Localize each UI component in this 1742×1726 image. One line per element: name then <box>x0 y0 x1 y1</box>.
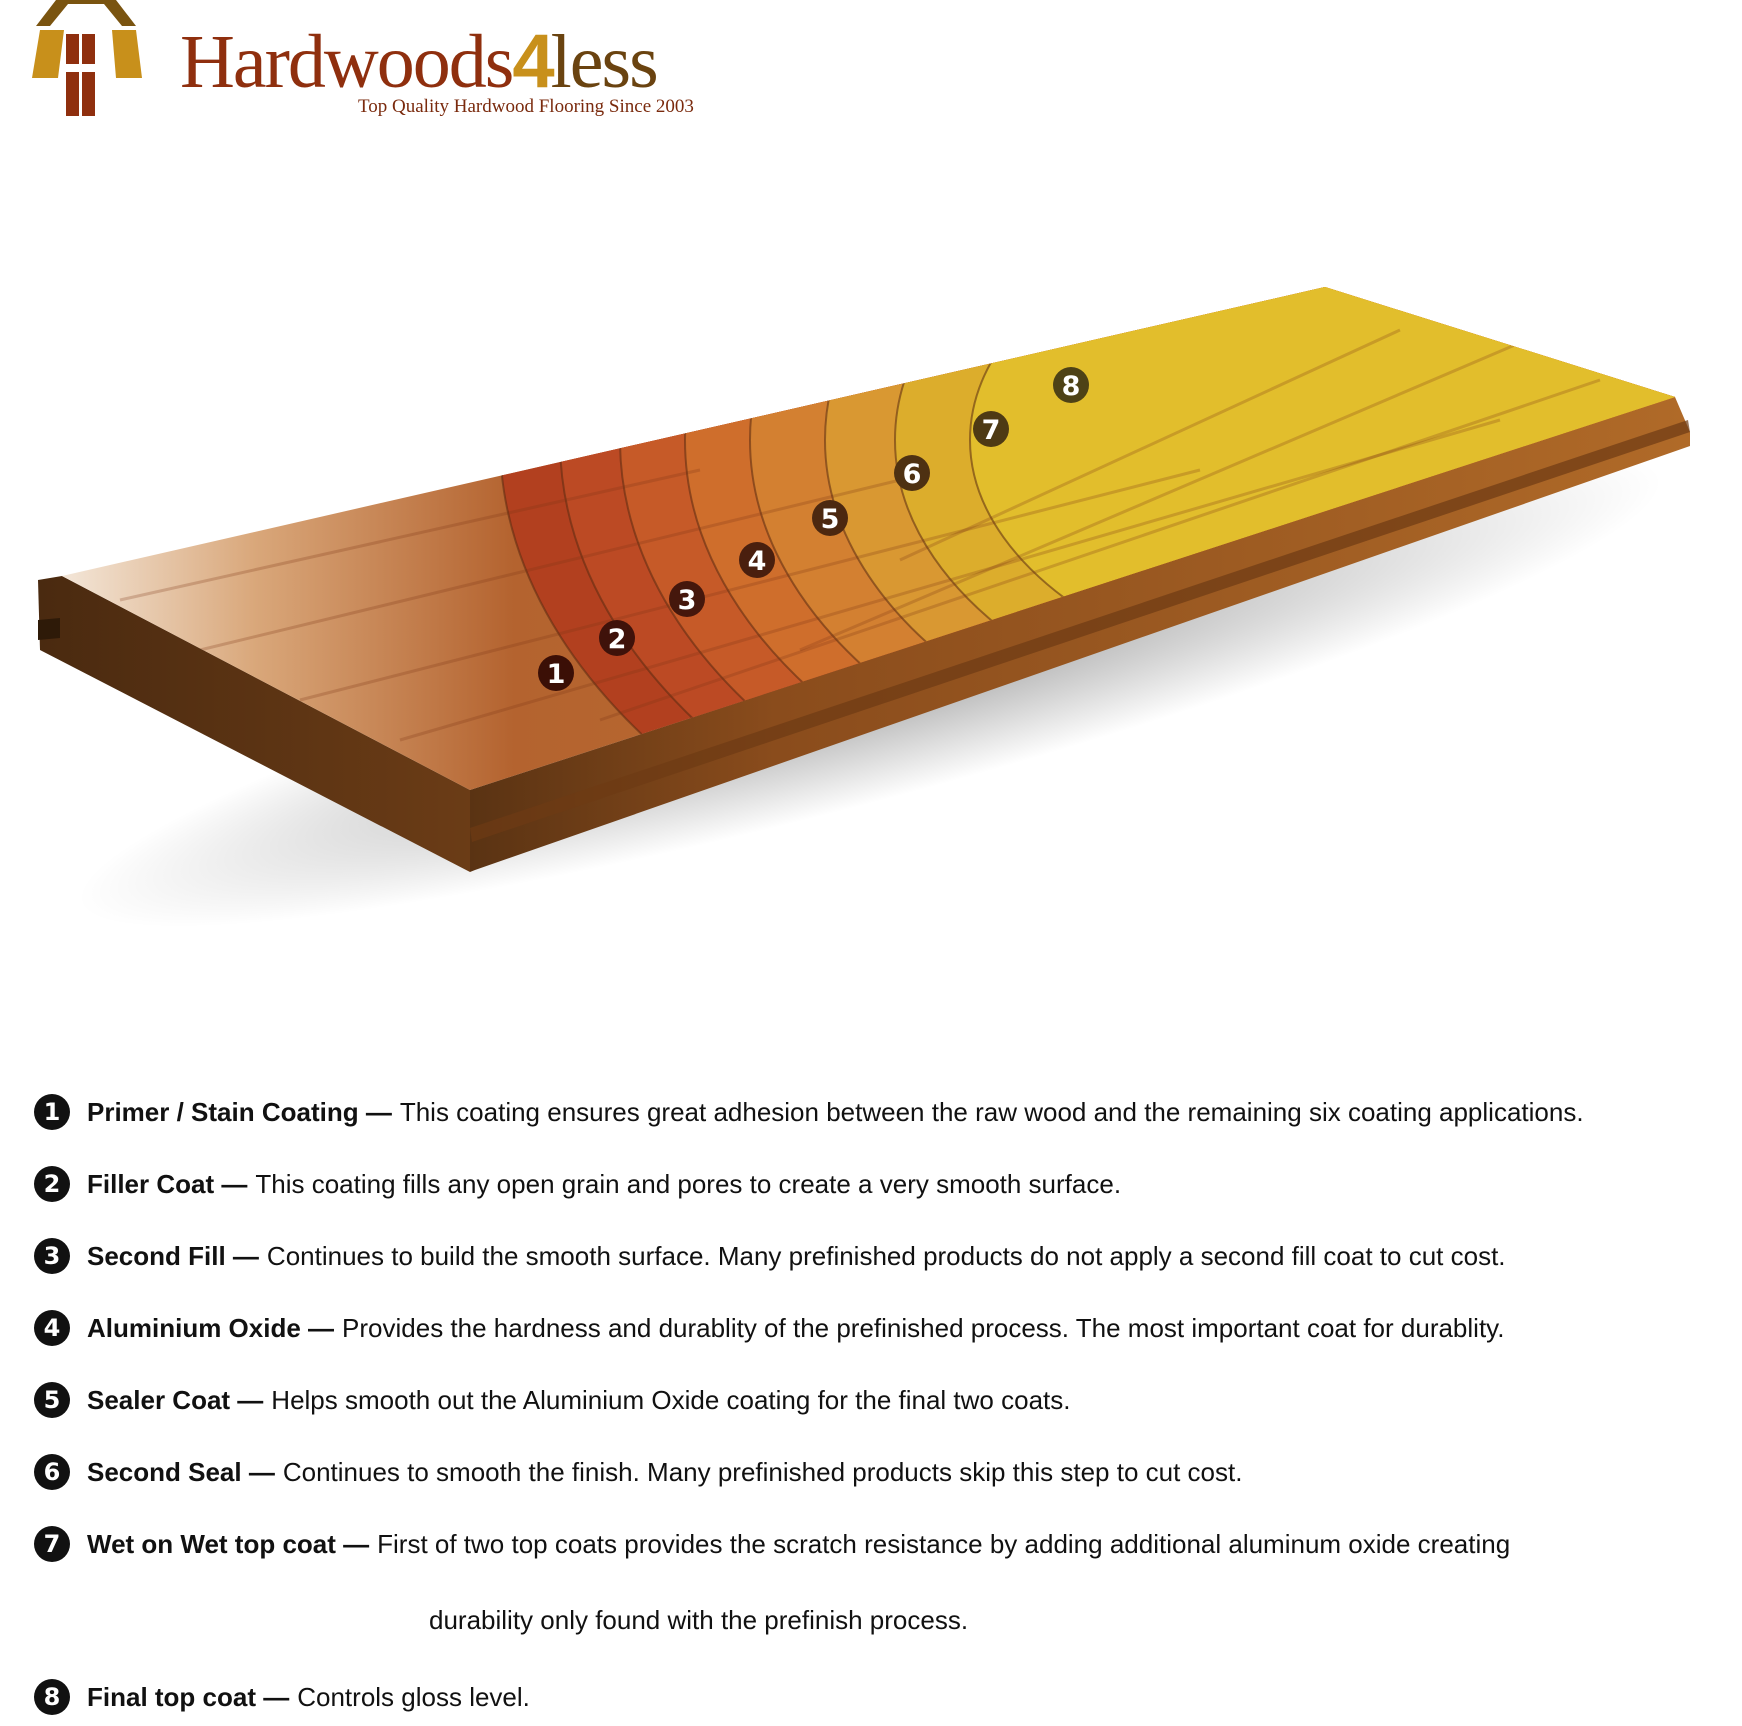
coat-name: Wet on Wet top coat — <box>87 1528 370 1559</box>
coat-name: Second Fill — <box>87 1240 259 1271</box>
coat-description: Provides the hardness and durablity of the prefinished process. The most important coat for durablity. <box>342 1312 1505 1343</box>
legend-item-7-continued: durability only found with the prefinish process. <box>429 1605 969 1635</box>
marker-8-label: 8 <box>1061 371 1081 402</box>
legend-item-7 <box>34 1522 1510 1566</box>
marker-6 <box>894 455 930 491</box>
marker-2 <box>599 620 635 656</box>
legend-item-3 <box>34 1234 1506 1278</box>
marker-7-label: 7 <box>981 415 1001 446</box>
number-badge-icon: 1 <box>34 1094 70 1130</box>
coat-description: Controls gloss level. <box>297 1681 530 1712</box>
legend-item-8 <box>34 1675 530 1719</box>
marker-3-label: 3 <box>677 585 697 616</box>
coat-name: Sealer Coat — <box>87 1384 264 1415</box>
coat-description: First of two top coats provides the scratch resistance by adding additional aluminum oxide creating <box>377 1528 1511 1559</box>
logo-mark-icon <box>18 0 158 120</box>
coat-description: Continues to build the smooth surface. Many prefinished products do not apply a second fill coat to cut cost. <box>266 1240 1506 1271</box>
coat-name: Primer / Stain Coating — <box>87 1096 392 1127</box>
legend-item-6 <box>34 1450 1242 1494</box>
marker-5 <box>812 500 848 536</box>
marker-5-label: 5 <box>820 504 840 535</box>
number-badge-icon: 3 <box>34 1238 70 1274</box>
brand-name <box>180 19 657 104</box>
number-badge-icon: 8 <box>34 1679 70 1715</box>
marker-8 <box>1053 367 1089 403</box>
marker-4 <box>739 542 775 578</box>
legend-item-4 <box>34 1306 1504 1350</box>
coat-description: This coating ensures great adhesion between the raw wood and the remaining six coating applications. <box>399 1096 1584 1127</box>
brand-name-part1: Hardwoods <box>180 20 513 104</box>
marker-1-label: 1 <box>546 659 566 690</box>
brand-tagline: Top Quality Hardwood Flooring Since 2003 <box>358 96 694 117</box>
coat-name: Filler Coat — <box>87 1168 248 1199</box>
legend-item-2 <box>34 1162 1121 1206</box>
marker-7 <box>973 411 1009 447</box>
hardwood-plank-diagram <box>0 240 1742 960</box>
number-badge-icon: 5 <box>34 1382 70 1418</box>
number-badge-icon: 7 <box>34 1526 70 1562</box>
number-badge-icon: 4 <box>34 1310 70 1346</box>
coat-description: This coating fills any open grain and pores to create a very smooth surface. <box>255 1168 1122 1199</box>
coat-name: Second Seal — <box>87 1456 275 1487</box>
number-badge-icon: 2 <box>34 1166 70 1202</box>
brand-name-part3: less <box>550 20 657 104</box>
number-badge-icon: 6 <box>34 1454 70 1490</box>
marker-3 <box>669 581 705 617</box>
coat-name: Aluminium Oxide — <box>87 1312 335 1343</box>
coat-name: Final top coat — <box>87 1681 290 1712</box>
coat-description: Helps smooth out the Aluminium Oxide coating for the final two coats. <box>271 1384 1071 1415</box>
brand-name-part2: 4 <box>512 19 551 104</box>
legend-item-1 <box>34 1090 1584 1134</box>
marker-6-label: 6 <box>902 459 922 490</box>
company-logo <box>18 0 738 125</box>
marker-2-label: 2 <box>607 624 627 655</box>
marker-1 <box>538 655 574 691</box>
marker-4-label: 4 <box>747 546 767 577</box>
board-groove <box>38 618 60 640</box>
legend-item-5 <box>34 1378 1070 1422</box>
coat-description: Continues to smooth the finish. Many prefinished products skip this step to cut cost. <box>282 1456 1243 1487</box>
